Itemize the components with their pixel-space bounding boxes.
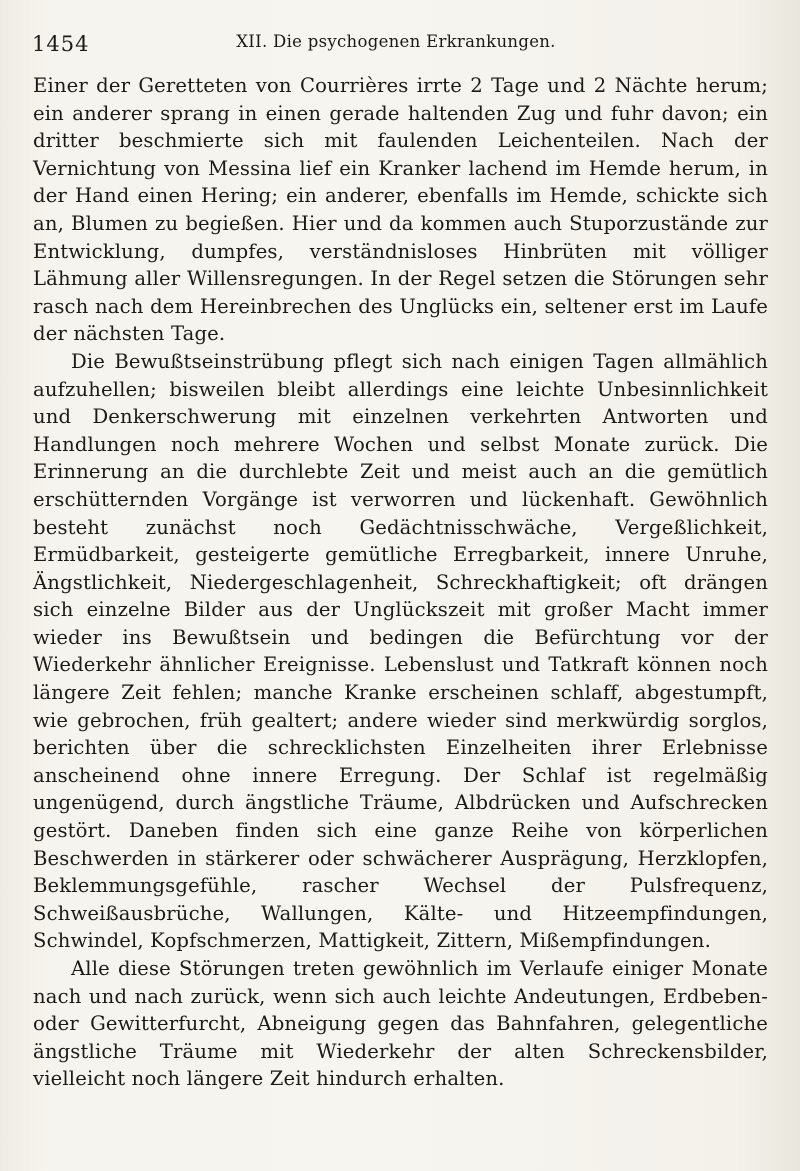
paragraph-3: Alle diese Störungen treten gewöhnlich im Verlaufe einiger Monate nach und nach zurück, wenn sich auch leichte Andeutungen, Erdbeben- oder Gewitterfurcht, Abneigung gegen das Bahnfahren, gelegentliche ängstliche Träume mit Wiederkehr der alten Schreckensbilder, vielleicht noch längere Zeit hindurch erhalten. [33, 957, 768, 1091]
body-text [33, 72, 768, 1093]
running-head: XII. Die psychogenen Erkrankungen. [236, 32, 556, 51]
paragraph-1: Einer der Geretteten von Courrières irrte 2 Tage und 2 Nächte herum; ein anderer sprang in einen gerade haltenden Zug und fuhr davon; ein dritter beschmierte sich mit faulenden Leichenteilen. Nach der Vernichtung von Messina lief ein Kranker lachend im Hemde herum, in der Hand einen Hering; ein anderer, ebenfalls im Hemde, schickte sich an, Blumen zu begießen. Hier und da kommen auch Stuporzustände zur Entwicklung, dumpfes, verständnisloses Hinbrüten mit völliger Lähmung aller Willensregungen. In der Regel setzen die Störungen sehr rasch nach dem Hereinbrechen des Unglücks ein, seltener erst im Laufe der nächsten Tage. [33, 74, 768, 346]
paragraph-2: Die Bewußtseinstrübung pflegt sich nach einigen Tagen allmählich aufzuhellen; bisweilen bleibt allerdings eine leichte Unbesinnlichkeit und Denkerschwerung mit einzelnen verkehrten Antworten und Handlungen noch mehrere Wochen und selbst Monate zurück. Die Erinnerung an die durchlebte Zeit und meist auch an die gemütlich erschütternden Vorgänge ist verworren und lückenhaft. Gewöhnlich besteht zunächst noch Gedächtnisschwäche, Vergeßlichkeit, Ermüdbarkeit, gesteigerte gemütliche Erregbarkeit, innere Unruhe, Ängstlichkeit, Niedergeschlagenheit, Schreckhaftigkeit; oft drängen sich einzelne Bilder aus der Unglückszeit mit großer Macht immer wieder ins Bewußtsein und bedingen die Befürchtung vor der Wiederkehr ähnlicher Ereignisse. Lebenslust und Tatkraft können noch längere Zeit fehlen; manche Kranke erscheinen schlaff, abgestumpft, wie gebrochen, früh gealtert; andere wieder sind merkwürdig sorglos, berichten über die schrecklichsten Einzelheiten ihrer Erlebnisse anscheinend ohne innere Erregung. Der Schlaf ist regelmäßig ungenügend, durch ängstliche Träume, Albdrücken und Aufschrecken gestört. Daneben finden sich eine ganze Reihe von körperlichen Beschwerden in stärkerer oder schwächerer Ausprägung, Herzklopfen, Beklemmungsgefühle, rascher Wechsel der Pulsfrequenz, Schweißausbrüche, Wallungen, Kälte- und Hitzeempfindungen, Schwindel, Kopfschmerzen, Mattigkeit, Zittern, Mißempfindungen. [33, 349, 768, 953]
page-number: 1454 [32, 32, 90, 56]
page-header [32, 30, 760, 60]
